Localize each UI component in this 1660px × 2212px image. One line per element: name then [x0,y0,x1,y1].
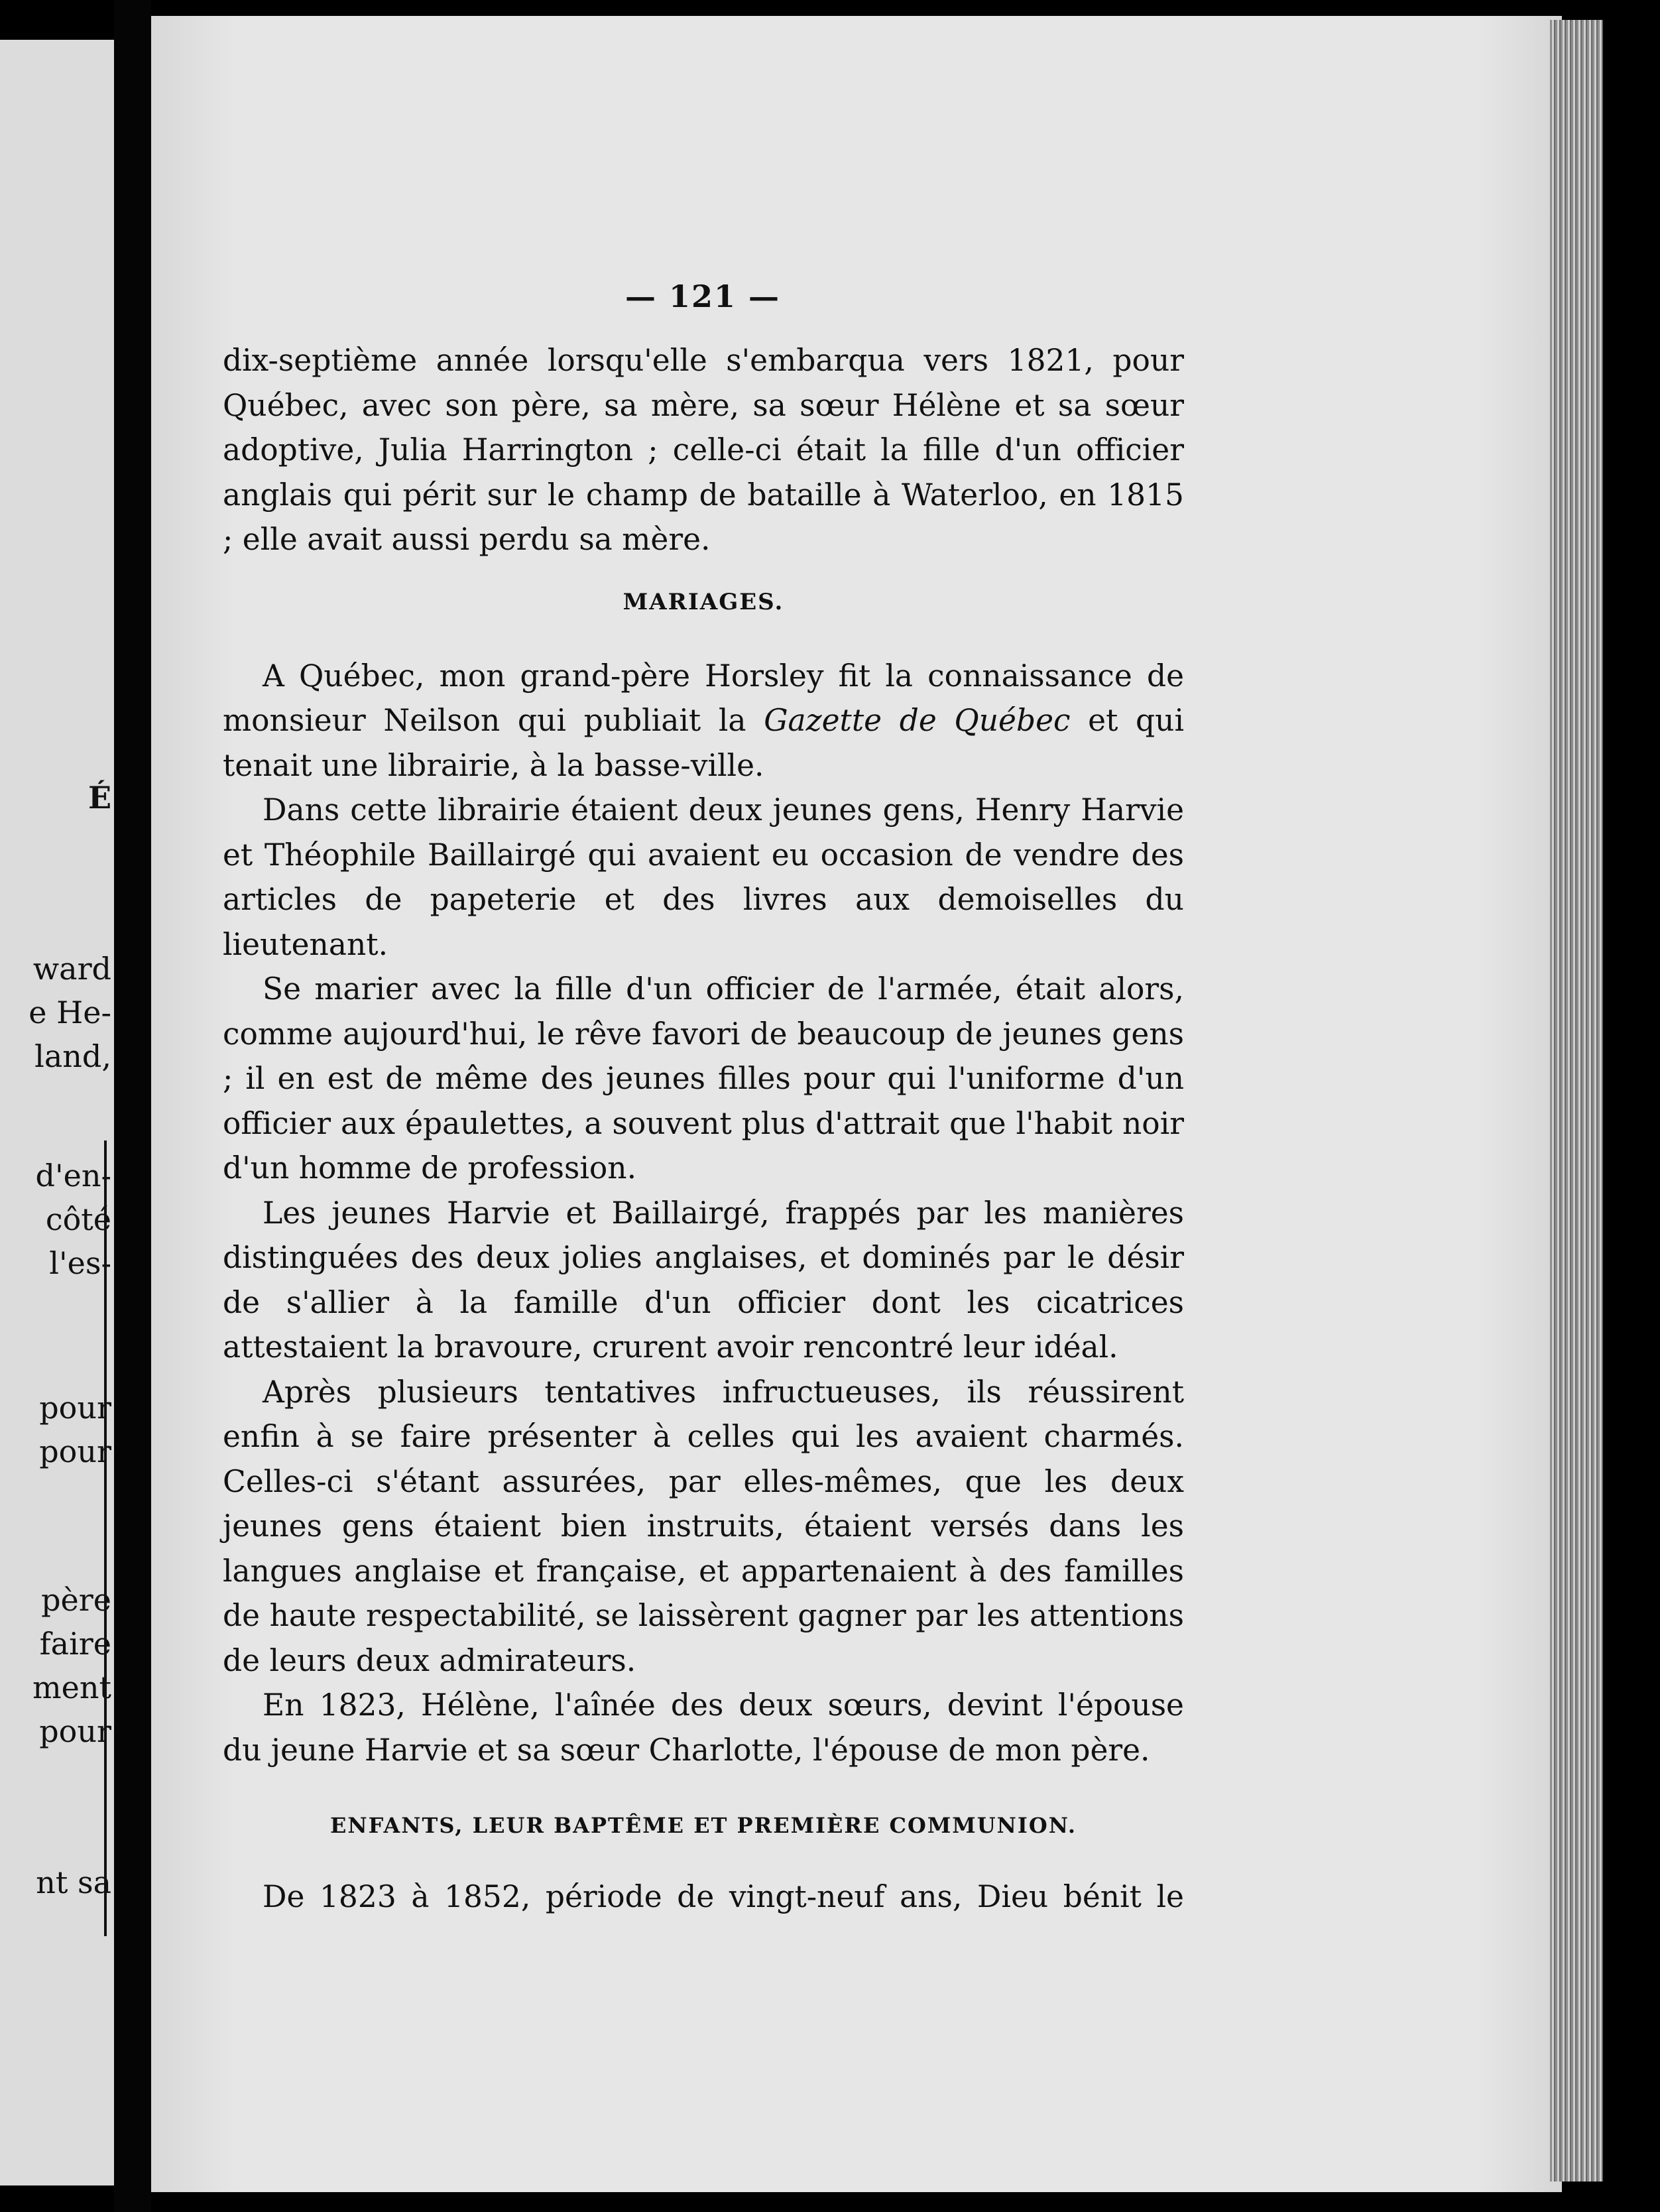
left-page-fragment: l'es- [49,1245,111,1281]
left-page-fragment: père [41,1582,111,1618]
scan-background-right [1603,0,1660,2212]
left-page-fragment: land, [34,1038,111,1074]
page-edges [1550,20,1603,2181]
newspaper-title: Gazette de Québec [764,703,1071,738]
left-page-fragment: pour [39,1390,111,1426]
section-heading-enfants: ENFANTS, LEUR BAPTÊME ET PREMIÈRE COMMUNION. [329,1813,1077,1838]
left-page-fragment: pour [39,1713,111,1749]
paragraph-neilson-start: A Québec, mon grand-père Horsley fit la connaissance de monsieur Neilson qui publiait la [223,658,1184,738]
left-page-fragment: ward [32,951,111,987]
paragraph-final: De 1823 à 1852, période de vingt-neuf ans, Dieu bénit le [263,1879,1184,1914]
page-text-block [223,338,1184,1920]
paragraph-neilson [223,654,1184,788]
paragraph-librairie: Dans cette librairie étaient deux jeunes gens, Henry Harvie et Théophile Baillairgé qui avaient eu occasion de vendre des articles de papeterie et des livres aux demoiselles du lieutenant. [223,792,1184,962]
left-page-fragment: côté [45,1201,111,1237]
left-page-fragment: e He- [29,995,111,1030]
left-facing-page [0,40,114,2185]
book-gutter [114,0,151,2212]
paragraph-apres: Après plusieurs tentatives infructueuses, ils réussirent enfin à se faire présenter à celles qui les avaient charmés. Celles-ci s'étant assurées, par elles-mêmes, que les deux jeunes gens étaient bien instruits, étaient versés dans les langues anglaise et française, et appartenaient à des familles de haute respectabilité, se laissèrent gagner par les attentions de leurs deux admirateurs. [223,1374,1184,1678]
left-page-fragment: d'en- [35,1158,111,1194]
left-page-fragment: faire [39,1626,111,1662]
left-page-fragment: ment [32,1670,111,1705]
paragraph-marier: Se marier avec la fille d'un officier de l'armée, était alors, comme aujourd'hui, le rêve favori de beaucoup de jeunes gens ; il en est de même des jeunes filles pour qui l'uniforme d'un officier aux épaulettes, a souvent plus d'attrait que l'habit noir d'un homme de profession. [223,971,1184,1186]
opening-paragraph: dix-septième année lorsqu'elle s'embarqua vers 1821, pour Québec, avec son père, sa mère, sa sœur Hélène et sa sœur adoptive, Julia Harrington ; celle-ci était la fille d'un officier anglais qui périt sur le champ de bataille à Waterloo, en 1815 ; elle avait aussi perdu sa mère. [223,343,1184,557]
left-page-fragment: nt sa [36,1865,111,1900]
paragraph-neilson-end: et qui tenait une librairie, à la basse-ville. [223,703,1185,783]
left-page-fragment: pour [39,1434,111,1469]
left-page-fragment: É [88,780,111,816]
paragraph-jeunes: Les jeunes Harvie et Baillairgé, frappés par les manières distinguées des deux jolies anglaises, et dominés par le désir de s'allier à la famille d'un officier dont les cicatrices attestaient la bravoure, crurent avoir rencontré leur idéal. [223,1195,1184,1365]
page-number: — 121 — [624,278,781,314]
section-heading-mariages: MARIAGES. [622,588,784,615]
paragraph-1823: En 1823, Hélène, l'aînée des deux sœurs, devint l'épouse du jeune Harvie et sa sœur Charlotte, l'épouse de mon père. [223,1688,1184,1768]
